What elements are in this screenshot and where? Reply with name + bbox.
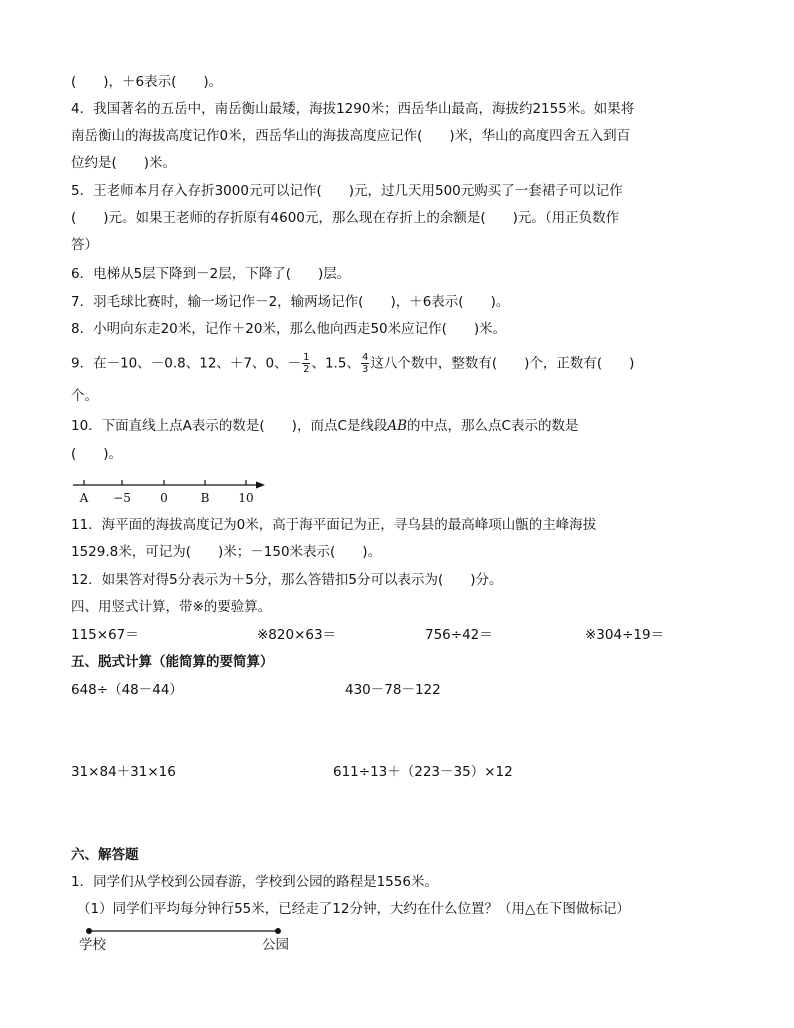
problem-1-part-1: （1）同学们平均每分钟行55米，已经走了12分钟，大约在什么位置？（用△在下图做标记） <box>77 901 630 917</box>
calc5-4: 611÷13＋（223－35）×12 <box>333 764 513 780</box>
label-0: 0 <box>160 491 168 505</box>
q5-line1: 5．王老师本月存入存折3000元可以记作( )元，过几天用500元购买了一套裙子可以记作 <box>71 183 623 199</box>
fraction-denominator: 3 <box>361 364 369 375</box>
q10-text-pre: 10．下面直线上点A表示的数是( )，而点C是线段 <box>71 418 388 434</box>
q8: 8．小明向东走20米，记作＋20米，那么他向西走50米应记作( )米。 <box>71 321 507 337</box>
q3-tail: ( )，＋6表示( )。 <box>71 74 223 90</box>
calc5-2: 430－78－122 <box>345 682 441 698</box>
section-5-heading: 五、脱式计算（能简算的要简算） <box>71 654 274 670</box>
q9-line1 <box>71 352 634 375</box>
q12: 12．如果答对得5分表示为＋5分，那么答错扣5分可以表示为( )分。 <box>71 572 503 588</box>
section-6-heading: 六、解答题 <box>71 847 139 863</box>
q11-line1: 11．海平面的海拔高度记为0米，高于海平面记为正，寻乌县的最高峰项山甑的主峰海拔 <box>71 517 597 533</box>
q4-line3: 位约是( )米。 <box>71 155 177 171</box>
q4-line1: 4．我国著名的五岳中，南岳衡山最矮，海拔1290米；西岳华山最高，海拔约2155米。如果将 <box>71 101 635 117</box>
fraction-half <box>302 352 310 375</box>
q10-line2: ( )。 <box>71 446 123 462</box>
q10-line1 <box>71 416 578 436</box>
park-dot <box>275 928 281 934</box>
fraction-numerator: 4 <box>361 352 369 363</box>
section-4-heading: 四、用竖式计算，带※的要验算。 <box>71 599 272 615</box>
q5-line2: ( )元。如果王老师的存折原有4600元，那么现在存折上的余额是( )元。（用正负数作 <box>71 210 620 226</box>
label-10: 10 <box>238 491 254 505</box>
label-minus5: −5 <box>113 491 131 505</box>
q9-text-mid: 、1.5、 <box>311 355 360 372</box>
arrow-right-icon <box>256 482 265 489</box>
q10-text-post: 的中点，那么点C表示的数是 <box>407 418 579 434</box>
problem-1: 1．同学们从学校到公园春游，学校到公园的路程是1556米。 <box>71 874 438 890</box>
calc4-2: ※820×63＝ <box>257 627 337 643</box>
label-a: A <box>79 491 89 505</box>
route-end-label: 公园 <box>262 937 289 953</box>
calc4-1: 115×67＝ <box>71 627 139 643</box>
calc5-1: 648÷（48－44） <box>71 682 183 698</box>
q5-line3: 答） <box>71 237 98 253</box>
q9-line2: 个。 <box>71 388 98 404</box>
q9-text-pre: 9．在－10、－0.8、12、＋7、0、－ <box>71 355 302 372</box>
calc5-3: 31×84＋31×16 <box>71 764 176 780</box>
school-dot <box>86 928 92 934</box>
calc4-3: 756÷42＝ <box>425 627 493 643</box>
fraction-denominator: 2 <box>303 364 310 375</box>
segment-ab: AB <box>387 418 408 434</box>
q4-line2: 南岳衡山的海拔高度记作0米，西岳华山的海拔高度应记作( )米，华山的高度四舍五入到百 <box>71 128 631 144</box>
fraction-numerator: 1 <box>303 352 310 363</box>
q9-text-post: 这八个数中，整数有( )个，正数有( ) <box>370 355 635 372</box>
q7: 7．羽毛球比赛时，输一场记作－2，输两场记作( )，＋6表示( )。 <box>71 294 510 310</box>
label-b: B <box>200 491 210 505</box>
number-line <box>70 476 270 508</box>
q6: 6．电梯从5层下降到－2层，下降了( )层。 <box>71 266 351 282</box>
route-line <box>85 926 285 936</box>
calc4-4: ※304÷19＝ <box>585 627 665 643</box>
q11-line2: 1529.8米，可记为( )米；－150米表示( )。 <box>71 544 382 560</box>
fraction-four-thirds <box>361 352 369 375</box>
route-start-label: 学校 <box>79 937 106 953</box>
